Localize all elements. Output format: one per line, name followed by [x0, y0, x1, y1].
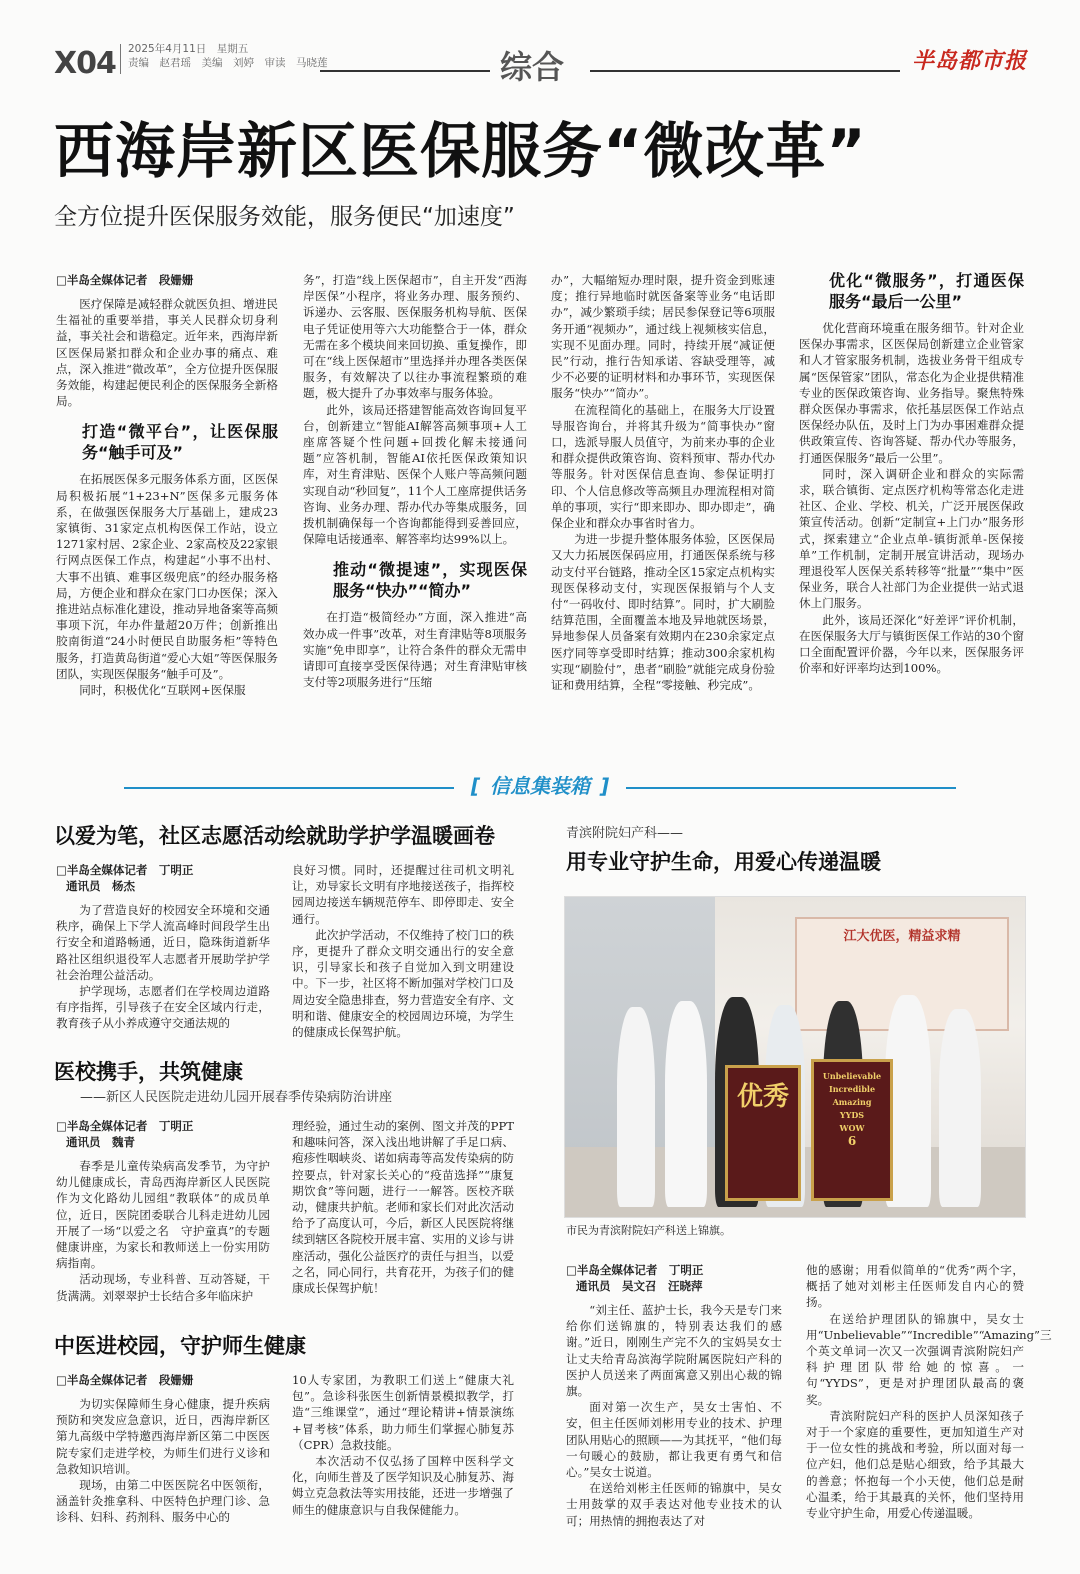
- story2-column-b: [292, 1118, 514, 1296]
- paragraph: 10人专家团，为教职工们送上“健康大礼包”。急诊科张医生创新情景模拟教学，打造“三维课堂”，通过“理论精讲+情景演练+冒考核”体系，助力师生们掌握心肺复苏（CPR）急救技能。: [292, 1373, 514, 1452]
- news-photo: [564, 896, 1026, 1218]
- banner-flag-text: 优秀: [736, 1082, 789, 1112]
- paragraph: 在打造“极简经办”方面，深入推进“高效办成一件事”改革，对生育津贴等8项服务实施“免申即享”，让符合条件的群众无需申请即可直接享受医保待遇；对生育津贴审核支付等2项服务进行“压缩: [303, 610, 527, 690]
- lead-column-2: [303, 272, 527, 690]
- story4-column-b: [806, 1262, 1052, 1521]
- newspaper-logo: 半岛都市报: [912, 48, 1028, 74]
- paragraph: 医疗保障是减轻群众就医负担、增进民生福祉的重要举措，事关人民群众切身利益，事关社会和谐稳定。近年来，西海岸新区医保局紧扣群众和企业办事的痛点、难点，深入推进“微改革”，全方位提升医保服务效能，构建起便民利企的医保服务全新格局。: [56, 297, 278, 409]
- paragraph: 在拓展医保多元服务体系方面，区医保局积极拓展“1+23+N”医保多元服务体系，在做强医保服务大厅基础上，建成23家镇街、31家定点机构医保工作站，设立1271家村居、2家企业、2家高校及22家银行网点医保工作点，构建起“小事不出村、大事不出镇、难事区级兜底”的经办服务格局，方便企业和群众在家门口办医保；深入推进站点标准化建设，推动异地备案等高频事项下沉，年办件量超20万件；创新推出胶南街道“24小时便民自助服务柜”等特色服务，打造黄岛街道“爱心大姐”等医保服务团队，实现医保服务“触手可及”。: [56, 472, 278, 681]
- banner-flag-line: Amazing: [832, 1097, 872, 1107]
- story4-column-a: [566, 1262, 782, 1529]
- paragraph: 良好习惯。同时，还提醒过往司机文明礼让，劝导家长文明有序地接送孩子，指挥校园周边接送车辆规范停车、即停即走、安全通行。: [292, 863, 514, 926]
- paragraph: 青滨附院妇产科的医护人员深知孩子对于一个家庭的重要性，更加知道生产对于一位女性的挑战和考验，所以面对每一位产妇，他们总是贴心细致，给予其最大的善意；怀抱每一个小天使，他们总是耐心温柔，给于其最真的关怀，他们坚持用专业守护生命，用爱心传递温暖。: [806, 1408, 1024, 1521]
- story1-column-b: [292, 862, 514, 1040]
- story4-byline: □半岛全媒体记者 丁明正: [566, 1263, 704, 1277]
- story2-byline-2: 通讯员 魏青: [66, 1135, 135, 1149]
- header-meta: [128, 42, 328, 70]
- paragraph: 此外，该局还搭建智能高效咨询回复平台，创新建立“智能AI解答高频事项+人工座席答疑个性问题+回拨化解未接通问题”应答机制，智能AI依托医保政策知识库，对生育津贴、医保个人账户等高频问题实现自动“秒回复”，11个人工座席提供话务咨询、业务办理、帮办代办等集成服务，回拨机制确保每一个咨询都能得到妥善回应，保障电话接通率、解答率均达99%以上。: [303, 402, 527, 547]
- lead-column-1: [56, 272, 278, 698]
- paragraph: 活动现场，专业科普、互动答疑，干货满满。刘翠翠护士长结合多年临床护: [56, 1272, 270, 1303]
- story1-column-a: [56, 862, 270, 1032]
- paragraph: 在送给刘彬主任医师的锦旗中，吴女士用鼓掌的双手表达对他专业技术的认可；用热情的拥抱表达了对: [566, 1481, 782, 1528]
- paragraph: 为了营造良好的校园安全环境和交通秩序，确保上下学人流高峰时间段学生出行安全和道路畅通，近日，隐珠街道新华路社区组织退役军人志愿者开展助学护学社会治理公益活动。: [56, 903, 270, 982]
- issue-date: 2025年4月11日 星期五: [128, 43, 249, 55]
- paragraph: 他的感谢；用看似简单的“优秀”两个字，概括了她对刘彬主任医师发自内心的赞扬。: [806, 1263, 1024, 1310]
- header-divider: [120, 44, 121, 74]
- lead-subtitle-2: 推动“微提速”，实现医保服务“快办”“简办”: [333, 560, 527, 601]
- story4-byline-2: 通讯员 吴文召 汪晓萍: [576, 1279, 703, 1293]
- person: [617, 1007, 655, 1207]
- lead-column-4: [799, 270, 1024, 676]
- story1-byline: □半岛全媒体记者 丁明正: [56, 863, 194, 877]
- editor-credits: 责编 赵君瑶 美编 刘婷 审读 马晓莲: [128, 57, 328, 69]
- paragraph: 理经验，通过生动的案例、图文并茂的PPT和趣味问答，深入浅出地讲解了手足口病、疱疹性咽峡炎、诺如病毒等高发传染病的防控要点，针对家长关心的“疫苗选择”“康复期饮食”等问题，进行一一解答。医校齐联动，健康共护航。老师和家长们对此次活动给予了高度认可，今后，新区人民医院将继续到辖区各院校开展丰富、实用的义诊与讲座活动，强化公益医疗的责任与担当，以爱之名，同心同行，共育花开，为孩子们的健康成长保驾护航！: [292, 1119, 514, 1296]
- paragraph: 优化营商环境重在服务细节。针对企业医保办事需求，区医保局创新建立企业管家和人才管家服务机制，选拔业务骨干组成专属“医保管家”团队，常态化为企业提供精准专业的医保政策咨询、业务指导。聚焦特殊群众医保办事需求，依托基层医保工作站点医保经办队伍，及时上门为办事困难群众提供政策宣传、咨询答疑、帮办代办等服务，打通医保服务“最后一公里”。: [799, 321, 1024, 465]
- paragraph: 同时，积极优化“互联网+医保服: [79, 683, 246, 698]
- banner-title: 信息集装箱: [490, 774, 590, 798]
- paragraph: 此次护学活动，不仅维持了校门口的秩序，更提升了群众文明交通出行的安全意识，引导家长和孩子自觉加入到文明建设中。下一步，社区将不断加强对学校门口及周边安全隐患排查，努力营造安全有序、文明和谐、健康安全的校园周边环境，为学生的健康成长保驾护航。: [292, 927, 514, 1040]
- story3-column-a: [56, 1372, 270, 1526]
- person: [939, 1009, 981, 1207]
- paragraph: 春季是儿童传染病高发季节，为守护幼儿健康成长，青岛西海岸新区人民医院作为文化路幼儿园组“教联体”的成员单位，近日，医院团委联合儿科走进幼儿园开展了一场“以爱之名 守护童真”的专题健康讲座，为家长和教师送上一份实用防病指南。: [56, 1159, 270, 1271]
- person: [665, 1001, 707, 1207]
- banner-rule-left: [124, 787, 454, 789]
- paragraph: 本次活动不仅弘扬了国粹中医科学文化，向师生普及了医学知识及心肺复苏、海姆立克急救法等实用技能，还进一步增强了师生的健康意识与自我保健能力。: [292, 1454, 514, 1517]
- paragraph: 为进一步提升整体服务体验，区医保局又大力拓展医保码应用，打通医保系统与移动支付平台链路，推动全区15家定点机构实现医保移动支付，实现医保报销与个人支付“一码收付、即时结算”。同时，扩大刷脸结算范围，全面覆盖本地及异地就医场景，异地参保人员备案有效期内在230余家定点医疗同等享受即时结算；推动300余家机构实现“刷脸付”，患者“刷脸”就能完成身份验证和费用结算，全程“零接触、秒完成”。: [551, 532, 775, 693]
- banner-rule-right: [626, 787, 956, 789]
- paragraph: 此外，该局还深化“好差评”评价机制，在医保服务大厅与镇街医保工作站的30个窗口全面配置评价器，今年以来，医保服务评价率和好评率均达到100%。: [799, 612, 1024, 676]
- lead-byline: □半岛全媒体记者 段姗姗: [56, 273, 194, 287]
- story2-column-a: [56, 1118, 270, 1304]
- lead-subtitle-3: 优化“微服务”，打通医保服务“最后一公里”: [829, 271, 1024, 311]
- story4-title: 用专业守护生命，用爱心传递温暖: [566, 850, 881, 874]
- story2-byline: □半岛全媒体记者 丁明正: [56, 1119, 194, 1133]
- paragraph: 在流程简化的基础上，在服务大厅设置导服咨询台，并将其升级为“简事快办”窗口，选派导服人员值守，为前来办事的企业和群众提供政策咨询、资料预审、帮办代办等服务。针对医保信息查询、参保证明打印、个人信息修改等高频且办理流程相对简单的事项，实行“即来即办、即办即走”，确保企业和群众办事省时省力。: [551, 402, 775, 531]
- banner-flag-line: WOW: [839, 1123, 865, 1133]
- story3-byline: □半岛全媒体记者 段姗姗: [56, 1373, 194, 1387]
- banner-flag-line: Unbelievable: [822, 1071, 882, 1081]
- banner-flag-line: Incredible: [828, 1084, 876, 1094]
- story2-subtitle: ——新区人民医院走进幼儿园开展春季传染病防治讲座: [80, 1090, 393, 1105]
- story3-title: 中医进校园，守护师生健康: [54, 1334, 306, 1358]
- story3-column-b: [292, 1372, 514, 1518]
- paragraph: 办”，大幅缩短办理时限，提升资金到账速度；推行异地临时就医备案等业务“电话即办”，减少繁琐手续；居民参保登记等6项服务开通“视频办”，通过线上视频核实信息，实现不见面办理。同时，持续开展“减证便民”行动，推行告知承诺、容缺受理等，减少不必要的证明材料和办事环节，实现医保服务“快办”“简办”。: [551, 273, 775, 401]
- paragraph: 同时，深入调研企业和群众的实际需求，联合镇街、定点医疗机构等常态化走进社区、企业、学校、机关，广泛开展医保政策宣传活动。创新“定制宣+上门办”服务形式，探索建立“企业点单-镇街派单-医保接单”工作机制，定制开展宣讲活动，现场办理退役军人医保关系转移等“批量”“集中”医保业务，联合人社部门为企业提供一站式退休上门服务。: [799, 466, 1024, 611]
- silk-banner-left: [725, 1065, 801, 1201]
- paragraph: 护学现场，志愿者们在学校周边道路有序指挥，引导孩子在安全区域内行走，教育孩子从小养成遵守交通法规的: [56, 984, 270, 1031]
- header-rule-right: [590, 70, 900, 72]
- info-box-banner: [ 信息集装箱 ]: [0, 770, 1080, 799]
- story4-kicker: 青滨附院妇产科——: [566, 826, 684, 841]
- paragraph: 在送给护理团队的锦旗中，吴女士用“Unbelievable”“Incredible”“Amazing”三个英文单词一次又一次强调青滨附院妇产科护理团队带给她的惊喜。一句“YYDS”，更是对护理团队最高的褒奖。: [806, 1311, 1052, 1407]
- banner-flag-line: YYDS: [839, 1110, 865, 1120]
- story2-title: 医校携手，共筑健康: [54, 1060, 243, 1084]
- paragraph: 现场，由第二中医医院名中医领衔，涵盖针灸推拿科、中医特色护理门诊、急诊科、妇科、药剂科、服务中心的: [56, 1478, 270, 1525]
- photo-caption: 市民为青滨附院妇产科送上锦旗。: [566, 1224, 731, 1237]
- paragraph: “刘主任、蓝护士长，我今天是专门来给你们送锦旗的，特别表达我们的感谢。”近日，刚刚生产完不久的宝妈吴女士让丈夫给青岛滨海学院附属医院妇产科的医护人员送来了两面寓意又别出心裁的锦旗。: [566, 1303, 782, 1399]
- page-number: X04: [54, 46, 116, 81]
- story1-title: 以爱为笔，社区志愿活动绘就助学护学温暖画卷: [54, 824, 495, 848]
- lead-headline: 西海岸新区医保服务“微改革”: [54, 117, 867, 187]
- paragraph: 面对第一次生产，吴女士害怕、不安，但主任医师刘彬用专业的技术、护理团队用贴心的照顾——为其抚平，“他们每一句暖心的鼓励，都让我更有勇气和信心。”吴女士说道。: [566, 1400, 782, 1480]
- lead-subhead: 全方位提升医保服务效能，服务便民“加速度”: [54, 204, 515, 230]
- section-name: 综合: [500, 48, 565, 86]
- lead-column-3: [551, 272, 775, 693]
- wall-sign-text: 江大优医，精益求精: [843, 929, 961, 944]
- paragraph: 为切实保障师生身心健康，提升疾病预防和突发应急意识，近日，西海岸新区第九高级中学特邀西海岸新区第二中医医院专家们走进学校，为师生们进行义诊和急救知识培训。: [56, 1397, 270, 1476]
- banner-flag-line: 6: [847, 1134, 857, 1148]
- lead-subtitle-1: 打造“微平台”，让医保服务“触手可及”: [82, 422, 278, 463]
- story1-byline-2: 通讯员 杨杰: [66, 879, 135, 893]
- paragraph: 务”，打造“线上医保超市”，自主开发“西海岸医保”小程序，将业务办理、服务预约、诉递办、云客服、医保服务机构导航、医保电子凭证使用等六大功能整合于一体，群众无需在多个模块间来回切换、重复操作，即可在“线上医保超市”里选择并办理各类医保服务，有效解决了以往办事流程繁琐的难题，极大提升了办事效率与服务体验。: [303, 273, 527, 401]
- header-rule-left: [320, 70, 490, 72]
- silk-banner-right: [811, 1059, 893, 1201]
